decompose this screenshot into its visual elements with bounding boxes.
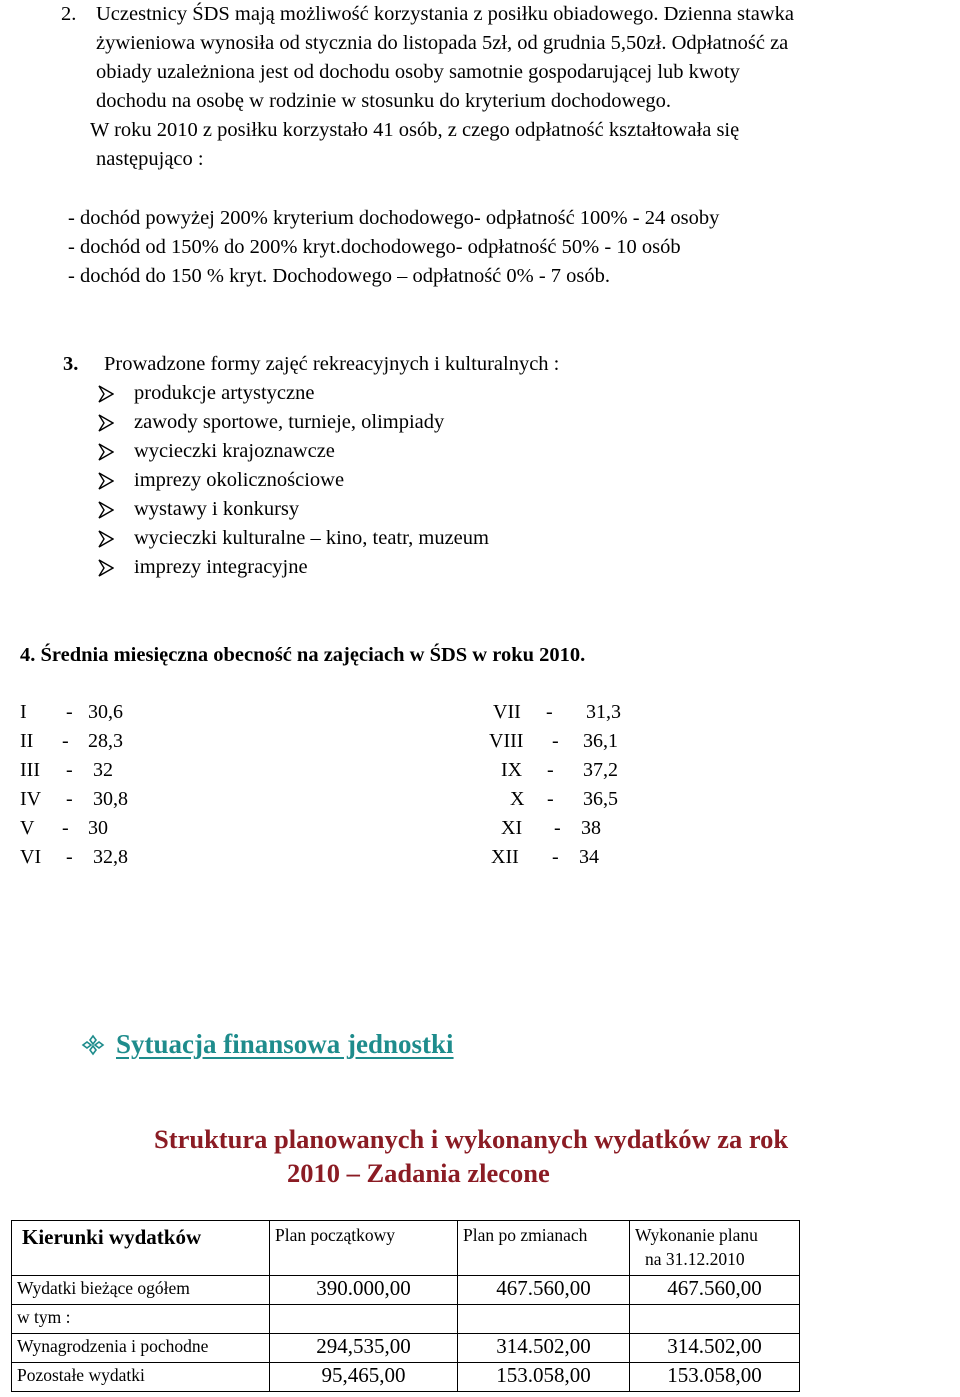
header-execution-line-1: Wykonanie planu <box>635 1225 758 1245</box>
month-value: 32,8 <box>93 846 128 868</box>
arrow-bullet-icon <box>98 530 114 548</box>
section2-line-3: obiady uzależniona jest od dochodu osoby samotnie gospodarującej lub kwoty <box>96 61 740 83</box>
month-value: 32 <box>93 759 113 781</box>
section4-title: 4. Średnia miesięczna obecność na zajęciach w ŚDS w roku 2010. <box>20 644 586 666</box>
month-value: 30 <box>88 817 108 839</box>
month-label: II <box>20 730 34 752</box>
month-value: 37,2 <box>583 759 618 781</box>
section2-line-2: żywieniowa wynosiła od stycznia do listopada 5zł, od grudnia 5,50zł. Odpłatność za <box>96 32 789 54</box>
list-item: imprezy integracyjne <box>134 556 308 578</box>
arrow-bullet-icon <box>98 559 114 577</box>
header-initial-plan: Plan początkowy <box>270 1221 458 1276</box>
section2-para2-line-2: następująco : <box>96 148 204 170</box>
month-label: I <box>20 701 27 723</box>
dash: - <box>66 846 73 868</box>
dash: - <box>66 701 73 723</box>
month-value: 30,6 <box>88 701 123 723</box>
table-header-row <box>12 1221 800 1276</box>
section2-line-1: Uczestnicy ŚDS mają możliwość korzystania z posiłku obiadowego. Dzienna stawka <box>96 3 794 25</box>
header-execution <box>630 1221 800 1276</box>
dash: - <box>547 759 554 781</box>
income-line-1: - dochód powyżej 200% kryterium dochodowego- odpłatność 100% - 24 osoby <box>68 207 720 229</box>
arrow-bullet-icon <box>98 414 114 432</box>
expenditure-table <box>11 1220 800 1392</box>
income-line-2: - dochód od 150% do 200% kryt.dochodowego- odpłatność 50% - 10 osób <box>68 236 681 258</box>
dash: - <box>552 730 559 752</box>
row-changed <box>458 1305 630 1334</box>
row-done: 314.502,00 <box>630 1334 800 1363</box>
table-row <box>12 1305 800 1334</box>
month-label: VIII <box>489 730 524 752</box>
row-label: Pozostałe wydatki <box>12 1363 270 1392</box>
month-value: 36,5 <box>583 788 618 810</box>
section2-number: 2. <box>61 3 77 25</box>
list-item: wystawy i konkursy <box>134 498 300 520</box>
row-done: 467.560,00 <box>630 1276 800 1305</box>
arrow-bullet-icon <box>98 443 114 461</box>
list-item: imprezy okolicznościowe <box>134 469 345 491</box>
section3-title: Prowadzone formy zajęć rekreacyjnych i kulturalnych : <box>104 353 560 375</box>
dash: - <box>547 788 554 810</box>
row-plan: 95,465,00 <box>270 1363 458 1392</box>
row-changed: 467.560,00 <box>458 1276 630 1305</box>
month-value: 31,3 <box>586 701 621 723</box>
table-row <box>12 1276 800 1305</box>
arrow-bullet-icon <box>98 472 114 490</box>
month-value: 38 <box>581 817 601 839</box>
list-item: zawody sportowe, turnieje, olimpiady <box>134 411 445 433</box>
month-label: IX <box>501 759 523 781</box>
month-value: 28,3 <box>88 730 123 752</box>
month-label: VI <box>20 846 42 868</box>
dash: - <box>546 701 553 723</box>
row-label: Wynagrodzenia i pochodne <box>12 1334 270 1363</box>
month-label: V <box>20 817 35 839</box>
month-label: VII <box>493 701 521 723</box>
finance-title: Sytuacja finansowa jednostki <box>116 1029 454 1059</box>
row-done <box>630 1305 800 1334</box>
month-value: 36,1 <box>583 730 618 752</box>
dash: - <box>66 759 73 781</box>
row-label: Wydatki bieżące ogółem <box>12 1276 270 1305</box>
dash: - <box>62 730 69 752</box>
table-row <box>12 1334 800 1363</box>
list-item: wycieczki krajoznawcze <box>134 440 335 462</box>
row-plan: 294,535,00 <box>270 1334 458 1363</box>
structure-title-line-2: 2010 – Zadania zlecone <box>287 1158 550 1188</box>
income-line-3: - dochód do 150 % kryt. Dochodowego – odpłatność 0% - 7 osób. <box>68 265 611 287</box>
row-changed: 153.058,00 <box>458 1363 630 1392</box>
diamond-bullet-icon <box>79 1034 107 1056</box>
month-label: XI <box>501 817 523 839</box>
section2-para2-line-1: W roku 2010 z posiłku korzystało 41 osób, z czego odpłatność kształtowała się <box>90 119 740 141</box>
month-label: X <box>510 788 525 810</box>
section3-number: 3. <box>63 353 79 375</box>
dash: - <box>66 788 73 810</box>
row-done: 153.058,00 <box>630 1363 800 1392</box>
month-value: 30,8 <box>93 788 128 810</box>
arrow-bullet-icon <box>98 385 114 403</box>
list-item: wycieczki kulturalne – kino, teatr, muzeum <box>134 527 489 549</box>
structure-title-line-1: Struktura planowanych i wykonanych wydatków za rok <box>154 1124 789 1154</box>
arrow-bullet-icon <box>98 501 114 519</box>
month-label: XII <box>491 846 519 868</box>
month-label: III <box>20 759 40 781</box>
list-item: produkcje artystyczne <box>134 382 315 404</box>
dash: - <box>552 846 559 868</box>
dash: - <box>554 817 561 839</box>
row-changed: 314.502,00 <box>458 1334 630 1363</box>
table-row <box>12 1363 800 1392</box>
row-plan <box>270 1305 458 1334</box>
month-value: 34 <box>579 846 599 868</box>
section2-line-4: dochodu na osobę w rodzinie w stosunku do kryterium dochodowego. <box>96 90 672 112</box>
header-changed-plan: Plan po zmianach <box>458 1221 630 1276</box>
header-execution-line-2: na 31.12.2010 <box>645 1249 745 1269</box>
header-directions: Kierunki wydatków <box>12 1221 270 1276</box>
row-plan: 390.000,00 <box>270 1276 458 1305</box>
month-label: IV <box>20 788 42 810</box>
row-label: w tym : <box>12 1305 270 1334</box>
dash: - <box>62 817 69 839</box>
